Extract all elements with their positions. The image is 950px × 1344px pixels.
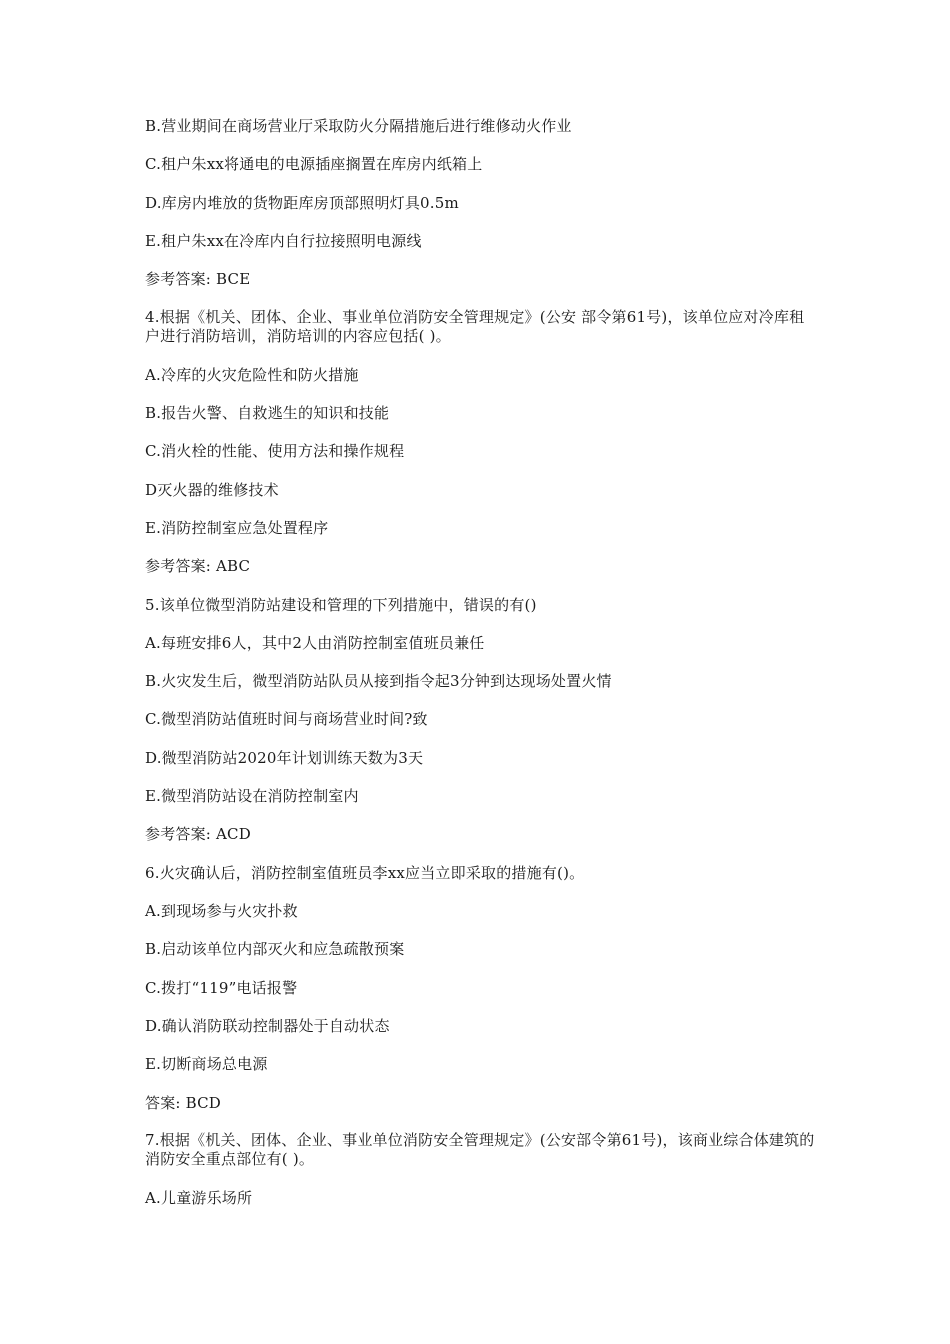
question-text: 5.该单位微型消防站建设和管理的下列措施中，错误的有() — [145, 596, 537, 614]
answer-text: 参考答案: ABC — [145, 557, 251, 575]
option-text: E.消防控制室应急处置程序 — [145, 519, 329, 537]
option-text: C.拨打“119”电话报警 — [145, 979, 298, 997]
option-text: D.确认消防联动控制器处于自动状态 — [145, 1017, 390, 1035]
option-text: B.火灾发生后，微型消防站队员从接到指令起3分钟到达现场处置火情 — [145, 672, 612, 690]
option-text: E.租户朱xx在冷库内自行拉接照明电源线 — [145, 232, 422, 250]
option-text: C.租户朱xx将通电的电源插座搁置在库房内纸箱上 — [145, 155, 483, 173]
question-text: 7.根据《机关、团体、企业、事业单位消防安全管理规定》(公安部令第61号)，该商业综合体建筑的消防安全重点部位有( )。 — [145, 1131, 815, 1168]
option-text: A.冷库的火灾危险性和防火措施 — [145, 366, 359, 384]
option-text: C.消火栓的性能、使用方法和操作规程 — [145, 442, 405, 460]
option-text: E.微型消防站设在消防控制室内 — [145, 787, 359, 805]
option-text: A.到现场参与火灾扑救 — [145, 902, 298, 920]
option-text: B.营业期间在商场营业厅采取防火分隔措施后进行维修动火作业 — [145, 117, 572, 135]
option-text: E.切断商场总电源 — [145, 1055, 268, 1073]
answer-text: 答案: BCD — [145, 1094, 222, 1112]
question-text: 6.火灾确认后，消防控制室值班员李xx应当立即采取的措施有()。 — [145, 864, 585, 882]
option-text: D.库房内堆放的货物距库房顶部照明灯具0.5m — [145, 194, 459, 212]
option-text: C.微型消防站值班时间与商场营业时间?致 — [145, 710, 428, 728]
answer-text: 参考答案: BCE — [145, 270, 251, 288]
question-text: 4.根据《机关、团体、企业、事业单位消防安全管理规定》(公安 部令第61号)，该单位应对冷库租户进行消防培训，消防培训的内容应包括( )。 — [145, 308, 805, 345]
option-text: B.报告火警、自救逃生的知识和技能 — [145, 404, 390, 422]
option-text: A.儿童游乐场所 — [145, 1189, 253, 1207]
option-text: A.每班安排6人，其中2人由消防控制室值班员兼任 — [145, 634, 485, 652]
option-text: B.启动该单位内部灭火和应急疏散预案 — [145, 940, 405, 958]
option-text: D灭火器的维修技术 — [145, 481, 279, 499]
option-text: D.微型消防站2020年计划训练天数为3天 — [145, 749, 424, 767]
answer-text: 参考答案: ACD — [145, 825, 251, 843]
